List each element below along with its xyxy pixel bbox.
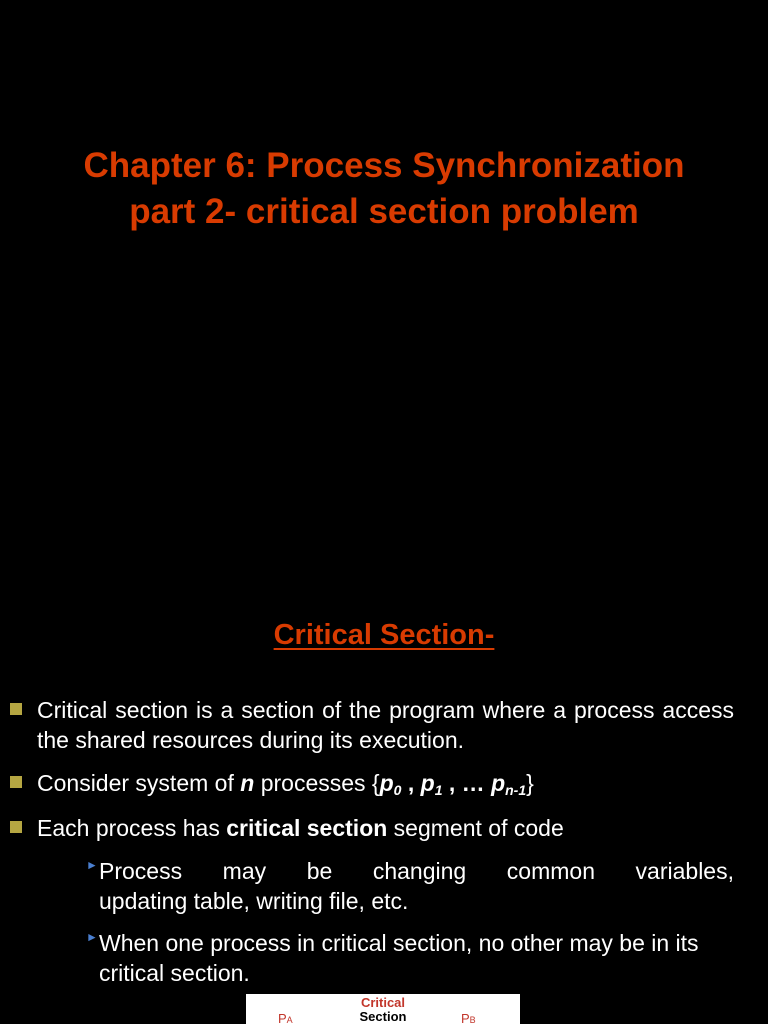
diagram-label-line: Section [359,1009,407,1024]
process-b-label [461,1011,476,1024]
process-letter: P [461,1011,470,1024]
bullet-text [37,813,734,843]
process-subscript: B [469,1015,476,1024]
bullet-text [37,768,734,805]
bullet-text-part: segment of code [387,815,564,841]
square-bullet-icon [10,703,22,715]
bullet-text-part: Each process has [37,815,227,841]
slide-title-heading [0,143,768,235]
sub-bullet-item [86,928,734,988]
bold-term: critical section [226,815,388,841]
bullet-item [10,768,734,805]
variable-p: p [491,770,506,796]
slide-critical-section [0,512,768,1024]
sub-bullet-item [86,856,734,916]
subscript: 1 [434,782,443,798]
bullet-text-part: Consider system of [37,770,241,796]
bullet-item [10,813,734,843]
square-bullet-icon [10,776,22,788]
bullet-text-part: processes { [254,770,380,796]
square-bullet-icon [10,821,22,833]
variable-p: p [420,770,435,796]
separator: , … [442,770,492,796]
triangle-bullet-icon: ► [86,858,98,872]
triangle-bullet-icon: ► [86,930,98,944]
process-letter: P [278,1011,287,1024]
sub-bullet-text: When one process in critical section, no other may be in its critical section. [99,930,699,986]
section-heading: Critical Section- [273,619,495,651]
bullet-item [10,695,734,755]
critical-section-diagram [246,994,520,1024]
diagram-label-line: Critical [360,995,406,1010]
process-subscript: A [286,1015,293,1024]
title-line-1: Chapter 6: Process Synchronization [83,146,685,185]
subscript: 0 [393,782,402,798]
bullet-text: Critical section is a section of the program where a process access the shared resources during its execution. [37,697,734,753]
title-line-2: part 2- critical section problem [129,192,639,231]
process-a-label [278,1011,293,1024]
separator: , [401,770,421,796]
variable-n: n [240,770,255,796]
bullet-text-part: } [526,770,534,796]
sub-bullet-line: Process may be changing common variables, [99,858,734,884]
variable-p: p [379,770,394,796]
subscript: n-1 [505,782,527,798]
sub-bullet-line: updating table, writing file, etc. [99,888,409,914]
